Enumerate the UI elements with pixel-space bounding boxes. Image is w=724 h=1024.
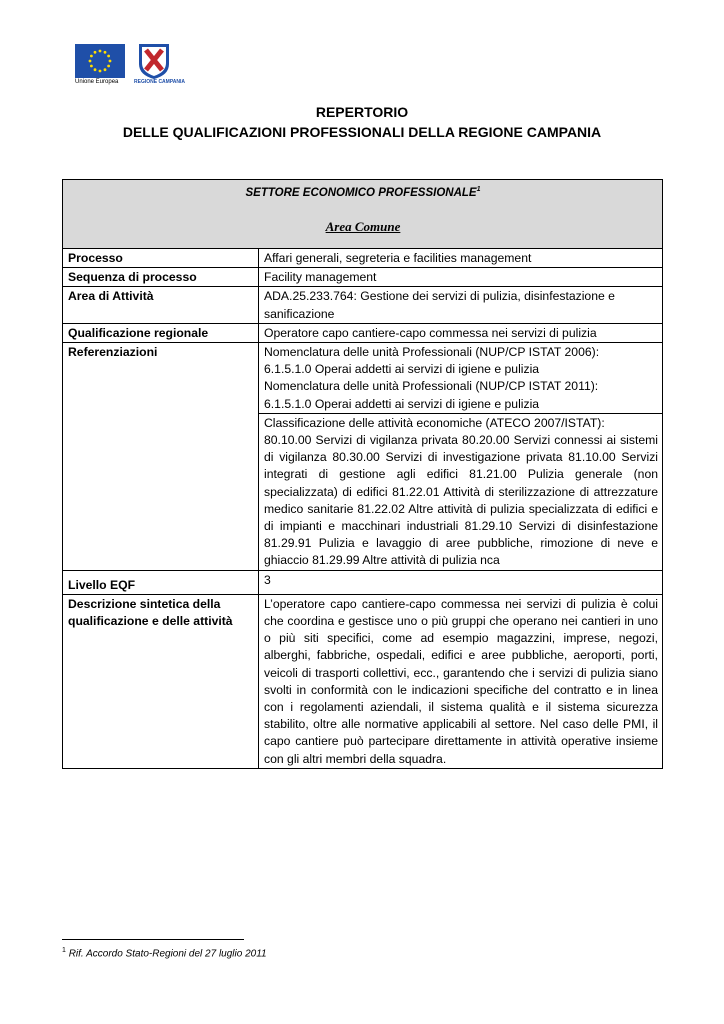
row-label: Referenziazioni (63, 343, 259, 571)
qualification-table (62, 179, 663, 769)
ateco-cell (259, 413, 663, 570)
row-value: Operatore capo cantiere-capo commessa nei servizi di pulizia (259, 323, 663, 342)
row-label: Area di Attività (63, 287, 259, 323)
table-row-referenziazioni-nup (63, 343, 663, 414)
eu-flag-icon (75, 44, 125, 78)
row-label: Qualificazione regionale (63, 323, 259, 342)
table-row-qualificazione (63, 323, 663, 342)
row-value: Facility management (259, 268, 663, 287)
region-caption: REGIONE CAMPANIA (134, 79, 186, 85)
table-header-row (63, 180, 663, 249)
document-title-line2: DELLE QUALIFICAZIONI PROFESSIONALI DELLA REGIONE CAMPANIA (122, 124, 602, 140)
row-label: Descrizione sintetica della qualificazione e delle attività (63, 594, 259, 768)
row-value: 3 (259, 570, 663, 594)
ateco-value: 80.10.00 Servizi di vigilanza privata 80.20.00 Servizi connessi ai sistemi di vigilanza 80.30.00 Servizi di investigazione privata 81.10.00 Servizi integrati di gestione agli edifici 81.21.00 Pulizia generale (non specializzata) di edifici 81.22.01 Attività di sterilizzazione di attrezzature medico sanitarie 81.22.02 Altre attività di pulizia specializzata di edifici e di impianti e macchinari industriali 81.29.10 Servizi di disinfestazione 81.29.91 Pulizia e lavaggio di aree pubbliche, rimozione di neve e ghiaccio 81.29.99 Altre attività di pulizia nca (264, 433, 658, 568)
row-label: Livello EQF (63, 570, 259, 594)
ateco-title: Classificazione delle attività economiche (ATECO 2007/ISTAT): (264, 415, 605, 430)
footnote-text: Rif. Accordo Stato-Regioni del 27 luglio 2011 (68, 948, 267, 960)
footnote (62, 947, 267, 959)
nup2006-title: Nomenclatura delle unità Professionali (NUP/CP ISTAT 2006): (264, 345, 600, 360)
sector-label: SETTORE ECONOMICO PROFESSIONALE$^1$ (245, 186, 481, 199)
nup-cell (259, 343, 663, 414)
table-row-area-attivita (63, 287, 663, 323)
eu-caption: Unione Europea (75, 79, 119, 85)
nup2011-title: Nomenclatura delle unità Professionali (NUP/CP ISTAT 2011): (264, 379, 599, 394)
table-row-sequenza (63, 268, 663, 287)
document-title-line1: REPERTORIO (315, 104, 409, 120)
row-value: ADA.25.233.764: Gestione dei servizi di pulizia, disinfestazione e sanificazione (259, 287, 663, 323)
row-value: Affari generali, segreteria e facilities management (259, 249, 663, 268)
footnote-mark: 1 (62, 947, 66, 954)
row-label: Sequenza di processo (63, 268, 259, 287)
footnote-mark: 1 (476, 186, 481, 193)
row-value: L’operatore capo cantiere-capo commessa nei servizi di pulizia è colui che coordina e gestisce uno o più gruppi che operano nei cantieri in uno o più siti specifici, come ad esempio magazzini, imprese, negozi, alberghi, fabbriche, ospedali, edifici e aree pubbliche, aeroporti, porti, veicoli di trasporti collettivi, ecc., garantendo che i servizi di pulizia siano svolti in conformità con le indicazioni specifiche del contratto e in linea con i regolamenti aziendali, il sistema qualità e il sistema sicurezza stabilito, oltre alle normative applicabili al settore. Nel caso delle PMI, il capo cantiere può partecipare direttamente in attività operative insieme con gli altri membri della squadra. (259, 594, 663, 768)
nup2011-value: 6.1.5.1.0 Operai addetti ai servizi di igiene e pulizia (264, 396, 540, 411)
footnote-rule (62, 939, 244, 940)
table-row-processo (63, 249, 663, 268)
nup2006-value: 6.1.5.1.0 Operai addetti ai servizi di igiene e pulizia (264, 362, 540, 377)
area-title: Area Comune (325, 219, 401, 235)
sector-header-cell (63, 180, 663, 249)
regione-campania-emblem-icon (135, 42, 173, 80)
table-row-descrizione (63, 594, 663, 768)
row-label: Processo (63, 249, 259, 268)
table-row-livello-eqf (63, 570, 663, 594)
